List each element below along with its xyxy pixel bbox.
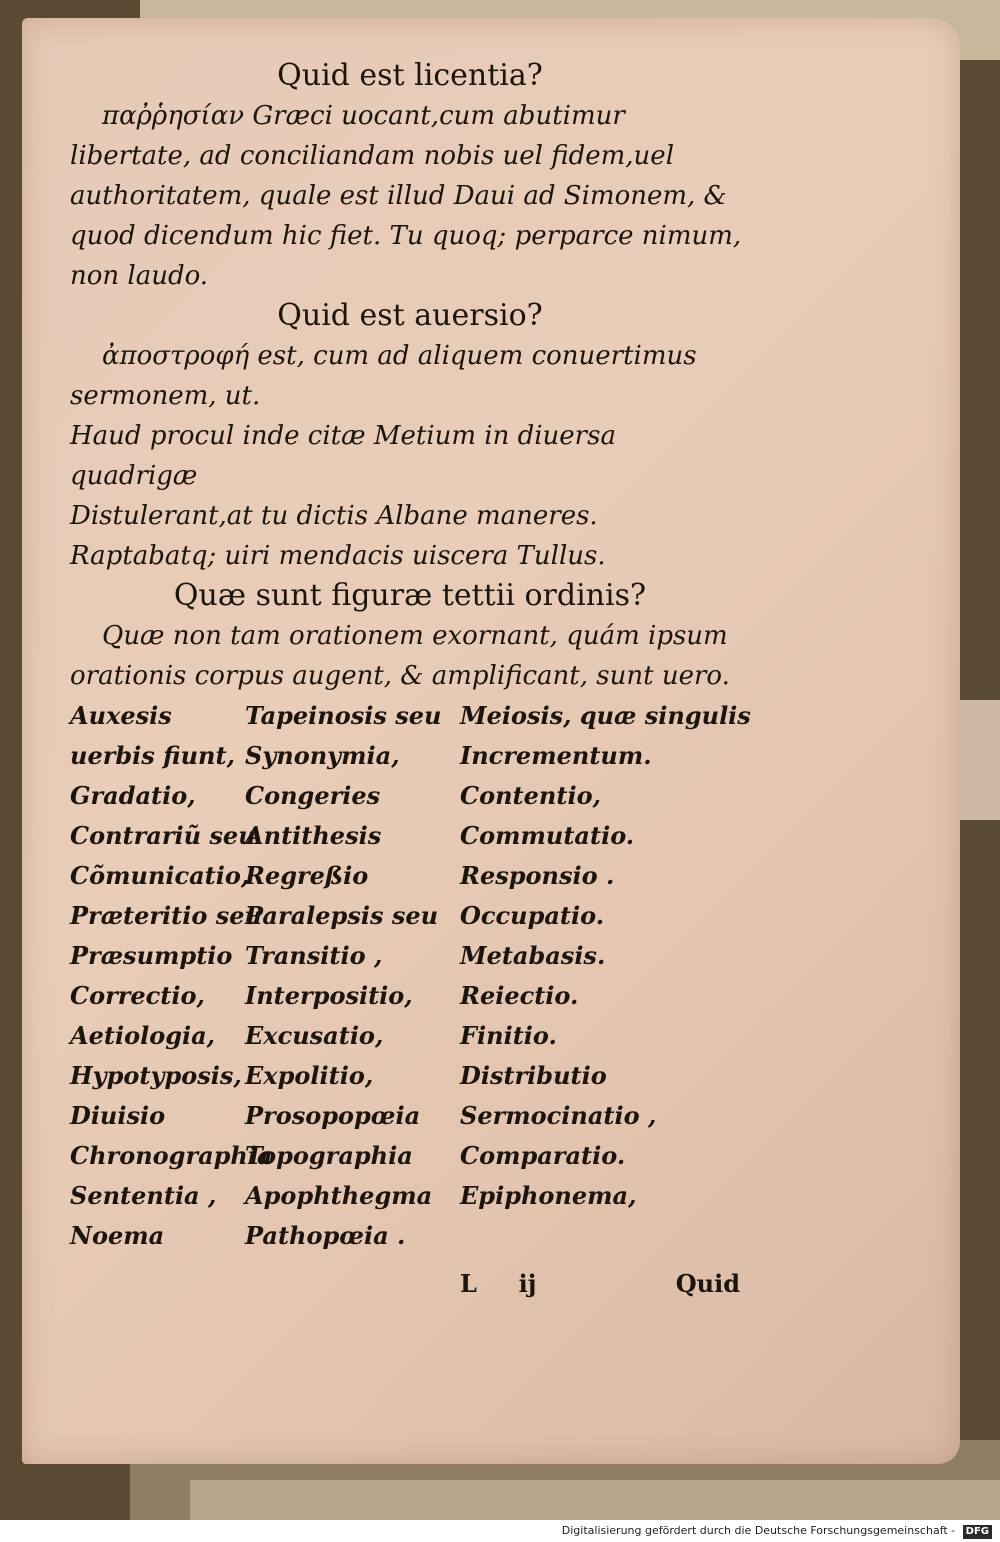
figure-term: Cõmunicatio, — [70, 861, 250, 890]
figure-term: Meiosis, quæ singulis — [460, 701, 751, 730]
figure-term: Congeries — [245, 781, 381, 810]
figure-term: Reiectio. — [460, 981, 579, 1010]
figures-list — [70, 696, 750, 1256]
digitization-credit — [0, 1520, 1000, 1542]
page-footer — [70, 1264, 750, 1304]
figure-term: Expolitio, — [245, 1061, 374, 1090]
binding-edge-light — [190, 1480, 1000, 1520]
verse-line: Raptabatq; uiri mendacis uiscera Tullus. — [70, 541, 606, 571]
figure-term: Antithesis — [245, 821, 382, 850]
figure-term: Topographia — [245, 1141, 413, 1170]
figure-term: Comparatio. — [460, 1141, 626, 1170]
credit-text: Digitalisierung gefördert durch die Deutsche Forschungsgemeinschaft - — [561, 1524, 956, 1537]
greek-term: ἀποστροφή — [102, 341, 250, 371]
figure-term: Incrementum. — [460, 741, 652, 770]
figure-term: Hypotyposis, — [70, 1061, 242, 1090]
figure-term: Responsio . — [460, 861, 615, 890]
figure-term: Excusatio, — [245, 1021, 384, 1050]
signature-mark — [460, 1264, 536, 1304]
figure-term: Finitio. — [460, 1021, 557, 1050]
figure-term: Chronographia — [70, 1141, 273, 1170]
figure-term: Pathopœia . — [245, 1221, 406, 1250]
figure-term: Transitio , — [245, 941, 383, 970]
figure-term: Metabasis. — [460, 941, 606, 970]
paragraph-licentia — [70, 96, 750, 296]
figure-term: Contentio, — [460, 781, 601, 810]
greek-term: παῤῥησίαν — [102, 101, 245, 131]
figure-term: Gradatio, — [70, 781, 196, 810]
heading-tertii-ordinis: Quæ sunt figuræ tettii ordinis? — [173, 578, 647, 613]
figure-term: Occupatio. — [460, 901, 605, 930]
figure-term: Aetiologia, — [70, 1021, 216, 1050]
page-text — [70, 56, 750, 1304]
figure-term: Commutatio. — [460, 821, 635, 850]
figure-term: Interpositio, — [245, 981, 413, 1010]
signature-letter: L — [460, 1269, 477, 1298]
figure-term: Præteritio seu — [70, 901, 262, 930]
figure-term: Apophthegma — [245, 1181, 433, 1210]
figure-term: Noema — [70, 1221, 165, 1250]
heading-licentia: Quid est licentia? — [277, 58, 543, 93]
figure-term: uerbis fiunt, — [70, 741, 235, 770]
figure-term: Distributio — [460, 1061, 607, 1090]
paragraph-text: Græci uocant,cum abutimur libertate, ad conciliandam nobis uel fidem,uel authoritatem, quale est illud Daui ad Simonem, & quod dicendum hic fiet. Tu quoq; perparce nimum, non laudo. — [70, 101, 742, 291]
figure-term: Tapeinosis seu — [245, 701, 442, 730]
figure-term: Prosopopœia — [245, 1101, 421, 1130]
figure-term: Regreßio — [245, 861, 369, 890]
paragraph-text: est, cum ad aliquem conuertimus sermonem, ut. — [70, 341, 697, 411]
figure-term: Synonymia, — [245, 741, 400, 770]
paragraph-auersio — [70, 336, 750, 416]
figure-term: Epiphonema, — [460, 1181, 637, 1210]
figure-term: Sermocinatio , — [460, 1101, 657, 1130]
heading-auersio: Quid est auersio? — [277, 298, 543, 333]
figure-term: Correctio, — [70, 981, 205, 1010]
figure-term: Diuisio — [70, 1101, 166, 1130]
paragraph-figurae: Quæ non tam orationem exornant, quám ipsum orationis corpus augent, & amplificant, sunt uero. — [70, 621, 730, 691]
figure-term: Auxesis — [70, 701, 172, 730]
catchword: Quid — [675, 1269, 740, 1298]
signature-number: ij — [518, 1269, 537, 1298]
verse-line: Distulerant,at tu dictis Albane maneres. — [70, 501, 598, 531]
figure-term: Sententia , — [70, 1181, 217, 1210]
figure-term — [460, 1216, 750, 1256]
dfg-logo: DFG — [963, 1525, 992, 1539]
figure-term: Paralepsis seu — [245, 901, 439, 930]
figure-term: Contrariũ seu — [70, 821, 256, 850]
figure-term: Præsumptio — [70, 941, 233, 970]
verse-line: Haud procul inde citæ Metium in diuersa quadrigæ — [70, 421, 616, 491]
